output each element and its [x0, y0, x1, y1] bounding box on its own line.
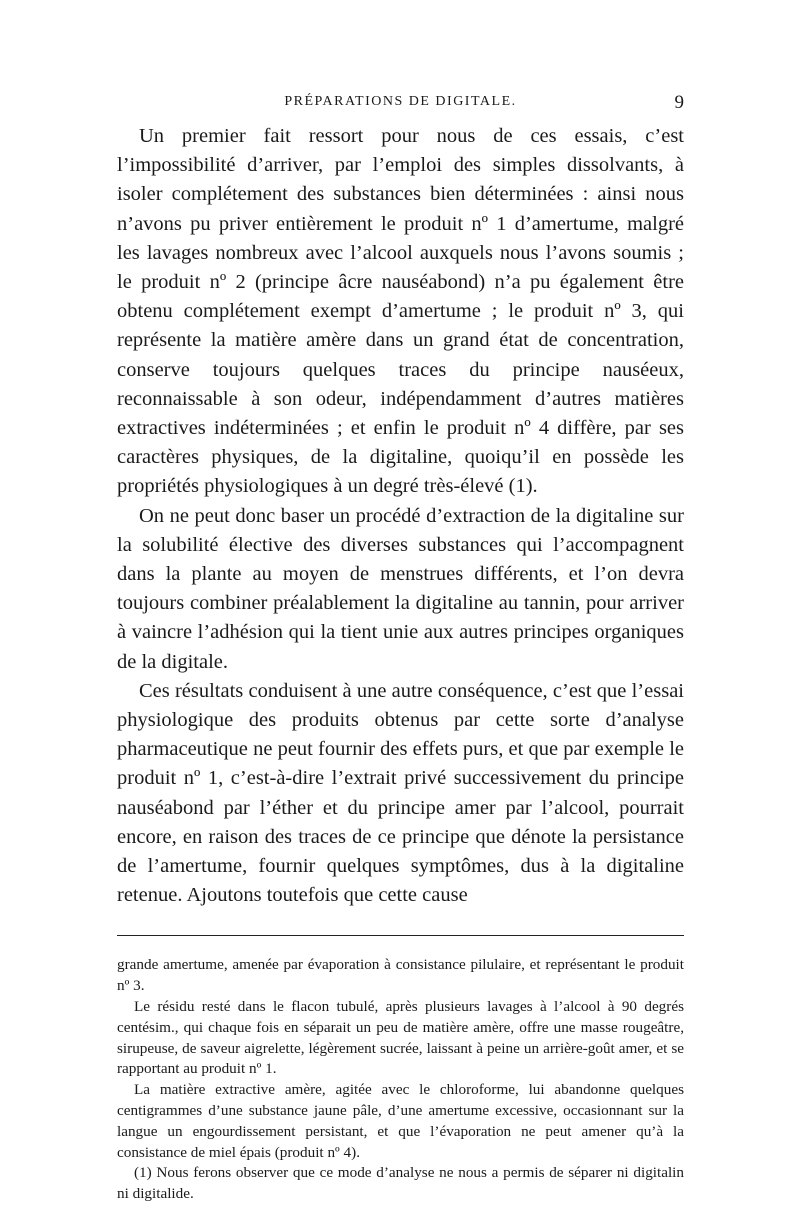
paragraph: Un premier fait ressort pour nous de ces essais, c’est l’impossibilité d’arriver, par l’emploi des simples dissolvants, à isoler complétement des substances bien déterminées : ainsi nous n’avons pu priver entièrement le produit nº 1 d’amertume, malgré les lavages nombreux avec l’alcool auxquels nous l’avons soumis ; le produit nº 2 (principe âcre nauséabond) n’a pu également être obtenu complétement exempt d’amertume ; le produit nº 3, qui représente la matière amère dans un grand état de concentration, conserve toujours quelques traces du principe nauséeux, reconnaissable à son odeur, indépendamment d’autres matières extractives indéterminées ; et enfin le produit nº 4 diffère, par ses caractères physiques, de la digitaline, quoiqu’il en possède les propriétés physiologiques à un degré très-élevé (1).: [117, 125, 684, 498]
running-header: [117, 94, 684, 120]
running-title: PRÉPARATIONS DE DIGITALE.: [284, 94, 517, 109]
footnote: (1) Nous ferons observer que ce mode d’analyse ne nous a permis de séparer ni digitalin ni digitalide.: [117, 1164, 684, 1203]
page-number: 9: [674, 92, 684, 113]
paragraph: Ces résultats conduisent à une autre conséquence, c’est que l’essai physiologique des produits obtenus par cette sorte d’analyse pharmaceutique ne peut fournir des effets purs, et que par exemple le produit nº 1, c’est-à-dire l’extrait privé successivement du principe nauséabond par l’éther et du principe amer par l’alcool, pourrait encore, en raison des traces de ce principe que dénote la persistance de l’amertume, fournir quelques symptômes, dus à la digitaline retenue. Ajoutons toutefois que cette cause: [117, 679, 684, 907]
book-page: [117, 94, 684, 1205]
footnote-continuation: grande amertume, amenée par évaporation à consistance pilulaire, et représentant le produit nº 3.: [117, 956, 684, 995]
main-text: [117, 122, 684, 910]
footnote: La matière extractive amère, agitée avec le chloroforme, lui abandonne quelques centigrammes d’une substance jaune pâle, d’une amertume excessive, occasionnant sur la langue un engourdissement persistant, et que l’évaporation ne peut amener qu’à la consistance de miel épais (produit nº 4).: [117, 1081, 684, 1161]
footnote-separator: [117, 935, 684, 936]
paragraph: On ne peut donc baser un procédé d’extraction de la digitaline sur la solubilité élective des diverses substances qui l’accompagnent dans la plante au moyen de menstrues différents, et l’on devra toujours combiner préalablement la digitaline au tannin, pour arriver à vaincre l’adhésion qui la tient unie aux autres principes organiques de la digitale.: [117, 504, 684, 673]
footnotes: [117, 955, 684, 1205]
footnote: Le résidu resté dans le flacon tubulé, après plusieurs lavages à l’alcool à 90 degrés centésim., qui chaque fois en séparait un peu de matière amère, offre une masse rougeâtre, sirupeuse, de saveur aigrelette, légèrement sucrée, laissant à peine un arrière-goût amer, et se rapportant au produit nº 1.: [117, 998, 684, 1078]
